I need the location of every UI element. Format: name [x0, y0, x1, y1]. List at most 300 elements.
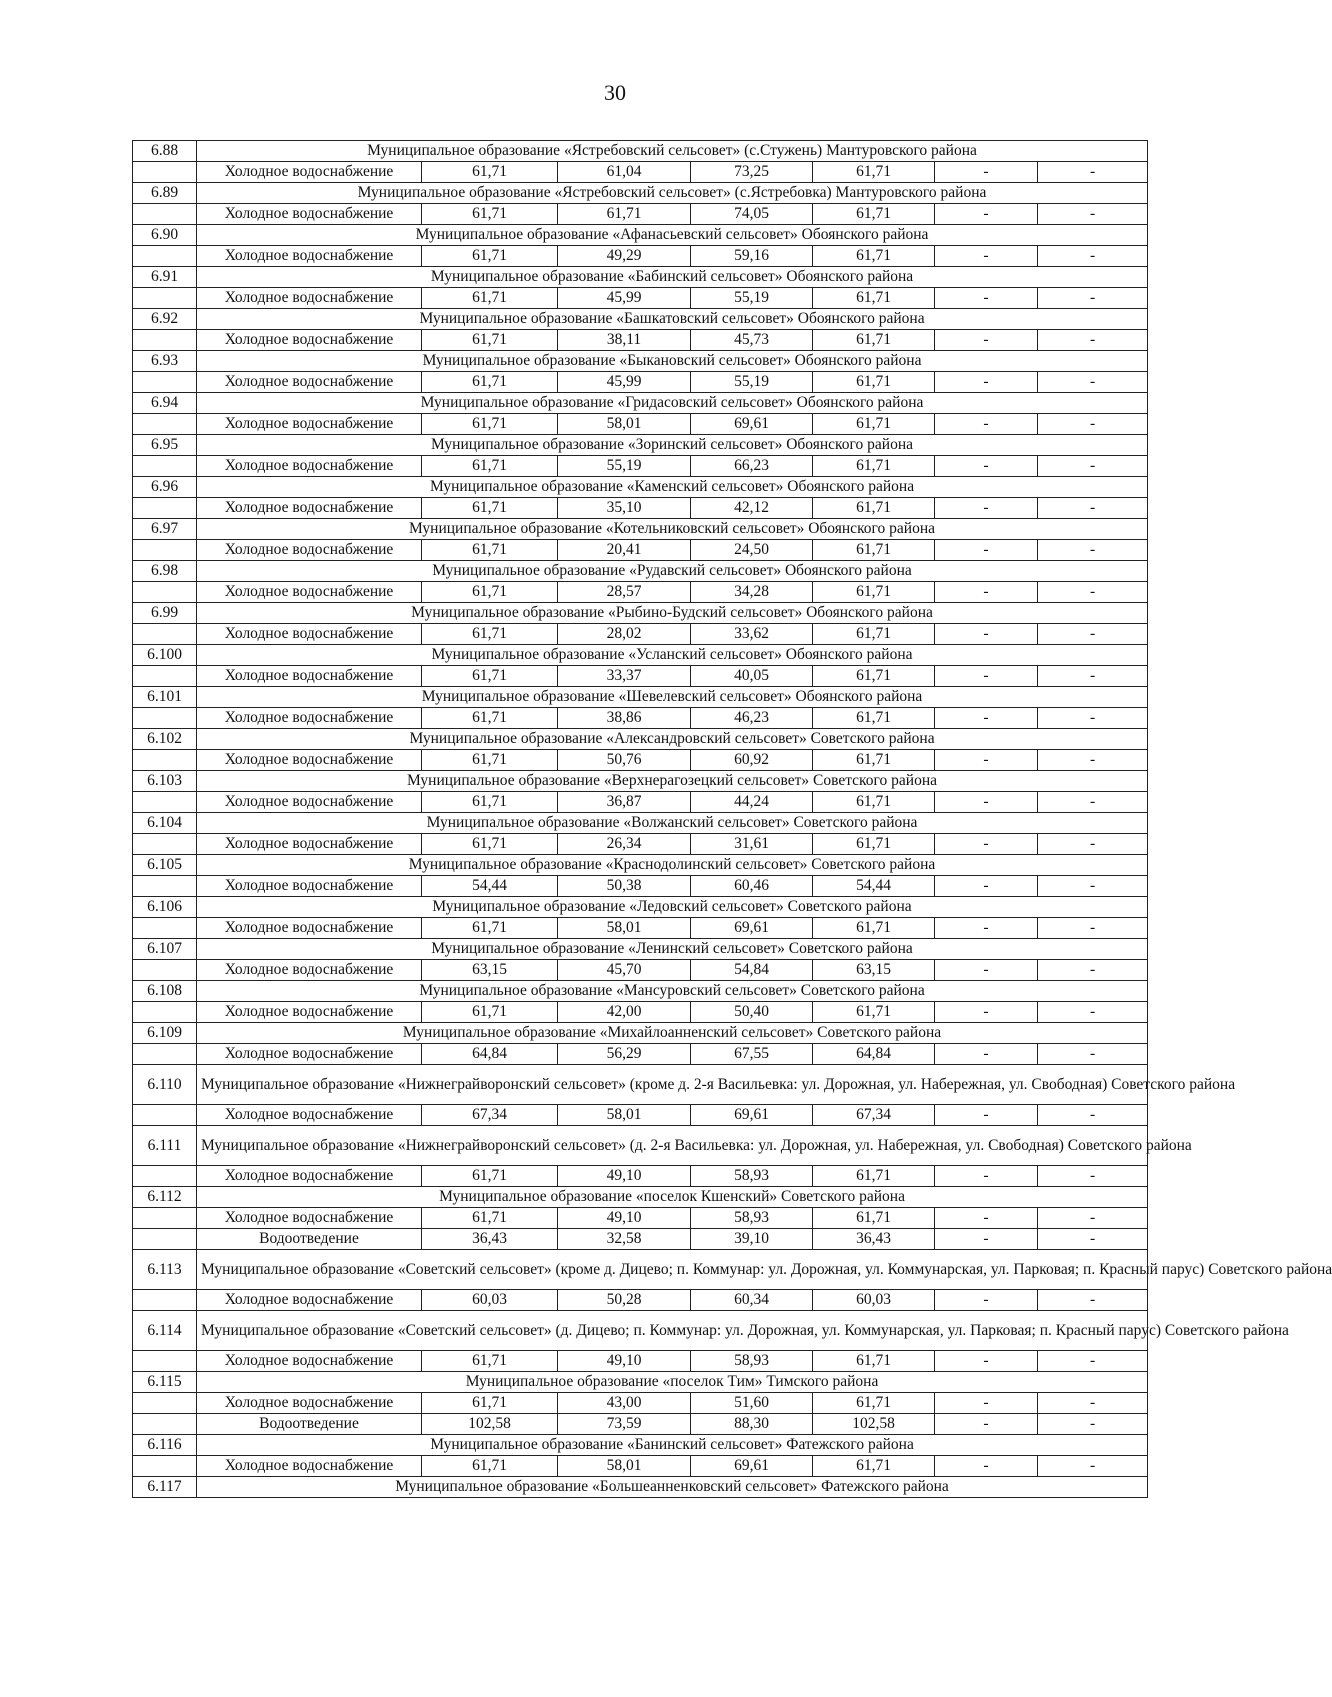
tariff-value: -: [935, 666, 1038, 687]
tariff-value: 64,84: [813, 1044, 935, 1065]
tariff-value: -: [935, 1105, 1038, 1126]
service-name: Холодное водоснабжение: [197, 1351, 422, 1372]
tariff-value: 54,44: [422, 876, 558, 897]
tariff-value: 58,93: [691, 1351, 813, 1372]
tariff-value: 61,71: [813, 624, 935, 645]
service-name: Холодное водоснабжение: [197, 1105, 422, 1126]
tariff-value: 61,71: [813, 1456, 935, 1477]
empty-code-cell: [133, 834, 197, 855]
tariff-value: 50,28: [558, 1290, 691, 1311]
row-code: 6.105: [133, 855, 197, 876]
municipality-title: Муниципальное образование «Банинский сельсовет» Фатежского района: [197, 1435, 1148, 1456]
section-row: [133, 1477, 1148, 1498]
tariff-value: 61,71: [813, 1208, 935, 1229]
tariff-table: [132, 140, 1332, 1498]
municipality-title: Муниципальное образование «Бабинский сельсовет» Обоянского района: [197, 267, 1148, 288]
tariff-value: 102,58: [422, 1414, 558, 1435]
tariff-value: 60,92: [691, 750, 813, 771]
tariff-value: 33,37: [558, 666, 691, 687]
section-row: [133, 435, 1148, 456]
empty-code-cell: [133, 582, 197, 603]
row-code: 6.92: [133, 309, 197, 330]
tariff-value: 61,71: [422, 1351, 558, 1372]
tariff-value: 61,71: [422, 708, 558, 729]
tariff-value: 61,71: [813, 666, 935, 687]
tariff-value: 60,03: [813, 1290, 935, 1311]
row-code: 6.94: [133, 393, 197, 414]
tariff-value: -: [935, 834, 1038, 855]
empty-code-cell: [133, 876, 197, 897]
service-name: Холодное водоснабжение: [197, 246, 422, 267]
section-row: [133, 1126, 1148, 1166]
service-row: [133, 666, 1148, 687]
tariff-value: 49,10: [558, 1166, 691, 1187]
service-name: Водоотведение: [197, 1414, 422, 1435]
tariff-value: -: [1038, 288, 1148, 309]
tariff-value: 61,71: [813, 1002, 935, 1023]
section-row: [133, 813, 1148, 834]
section-row: [133, 1065, 1148, 1105]
tariff-value: 61,71: [813, 162, 935, 183]
tariff-value: -: [1038, 162, 1148, 183]
tariff-value: 58,01: [558, 1105, 691, 1126]
section-row: [133, 141, 1148, 162]
tariff-value: 61,71: [813, 288, 935, 309]
municipality-title: Муниципальное образование «Шевелевский сельсовет» Обоянского района: [197, 687, 1148, 708]
service-row: [133, 582, 1148, 603]
tariff-value: 59,16: [691, 246, 813, 267]
tariff-value: -: [1038, 876, 1148, 897]
tariff-value: 61,71: [422, 330, 558, 351]
tariff-value: 66,23: [691, 456, 813, 477]
tariff-value: 61,71: [813, 1166, 935, 1187]
tariff-value: 34,28: [691, 582, 813, 603]
service-name: Холодное водоснабжение: [197, 876, 422, 897]
service-row: [133, 792, 1148, 813]
tariff-value: 45,73: [691, 330, 813, 351]
tariff-value: 61,71: [813, 372, 935, 393]
tariff-value: 61,71: [422, 834, 558, 855]
tariff-value: -: [935, 1229, 1038, 1250]
tariff-value: 49,10: [558, 1208, 691, 1229]
municipality-title: Муниципальное образование «Советский сельсовет» (кроме д. Дицево; п. Коммунар: ул. Дорожная, ул. Коммунарская, ул. Парковая; п. Красный парус) Советского района: [197, 1250, 1148, 1290]
tariff-value: 63,15: [422, 960, 558, 981]
section-row: [133, 729, 1148, 750]
service-row: [133, 540, 1148, 561]
section-row: [133, 855, 1148, 876]
tariff-value: 61,71: [422, 1002, 558, 1023]
row-code: 6.116: [133, 1435, 197, 1456]
tariff-value: 49,10: [558, 1351, 691, 1372]
tariff-value: 67,34: [422, 1105, 558, 1126]
tariff-value: -: [935, 1044, 1038, 1065]
tariff-value: 20,41: [558, 540, 691, 561]
section-row: [133, 603, 1148, 624]
municipality-title: Муниципальное образование «Советский сельсовет» (д. Дицево; п. Коммунар: ул. Дорожная, ул. Коммунарская, ул. Парковая; п. Красный парус) Советского района: [197, 1311, 1148, 1351]
section-row: [133, 393, 1148, 414]
service-name: Холодное водоснабжение: [197, 1456, 422, 1477]
service-row: [133, 750, 1148, 771]
service-name: Холодное водоснабжение: [197, 330, 422, 351]
tariff-value: -: [1038, 792, 1148, 813]
tariff-value: 88,30: [691, 1414, 813, 1435]
tariff-value: 38,11: [558, 330, 691, 351]
tariff-value: 55,19: [558, 456, 691, 477]
tariff-value: 44,24: [691, 792, 813, 813]
municipality-title: Муниципальное образование «Нижнеграйворонский сельсовет» (кроме д. 2-я Васильевка: ул. Дорожная, ул. Набережная, ул. Свободная) Советского района: [197, 1065, 1148, 1105]
service-name: Холодное водоснабжение: [197, 1290, 422, 1311]
municipality-title: Муниципальное образование «Большеанненковский сельсовет» Фатежского района: [197, 1477, 1148, 1498]
tariff-value: 60,03: [422, 1290, 558, 1311]
section-row: [133, 645, 1148, 666]
service-row: [133, 288, 1148, 309]
municipality-title: Муниципальное образование «Верхнерагозецкий сельсовет» Советского района: [197, 771, 1148, 792]
tariff-value: 61,71: [813, 750, 935, 771]
row-code: 6.96: [133, 477, 197, 498]
empty-code-cell: [133, 1166, 197, 1187]
tariff-value: -: [1038, 330, 1148, 351]
service-row: [133, 330, 1148, 351]
tariff-value: -: [1038, 1044, 1148, 1065]
tariff-value: -: [1038, 414, 1148, 435]
tariff-value: 40,05: [691, 666, 813, 687]
empty-code-cell: [133, 960, 197, 981]
tariff-value: 69,61: [691, 1105, 813, 1126]
row-code: 6.90: [133, 225, 197, 246]
tariff-value: 61,71: [422, 792, 558, 813]
service-name: Холодное водоснабжение: [197, 288, 422, 309]
tariff-value: -: [935, 372, 1038, 393]
municipality-title: Муниципальное образование «Краснодолинский сельсовет» Советского района: [197, 855, 1148, 876]
service-row: [133, 372, 1148, 393]
tariff-value: -: [1038, 1290, 1148, 1311]
tariff-value: -: [935, 498, 1038, 519]
tariff-value: 28,02: [558, 624, 691, 645]
tariff-value: 54,84: [691, 960, 813, 981]
section-row: [133, 771, 1148, 792]
tariff-value: -: [935, 792, 1038, 813]
service-row: [133, 162, 1148, 183]
tariff-value: 61,71: [422, 246, 558, 267]
empty-code-cell: [133, 456, 197, 477]
tariff-value: 58,93: [691, 1166, 813, 1187]
tariff-value: 60,34: [691, 1290, 813, 1311]
tariff-value: 61,71: [813, 204, 935, 225]
section-row: [133, 351, 1148, 372]
row-code: 6.100: [133, 645, 197, 666]
municipality-title: Муниципальное образование «Гридасовский сельсовет» Обоянского района: [197, 393, 1148, 414]
tariff-value: 42,00: [558, 1002, 691, 1023]
service-name: Холодное водоснабжение: [197, 792, 422, 813]
section-row: [133, 477, 1148, 498]
empty-code-cell: [133, 792, 197, 813]
row-code: 6.111: [133, 1126, 197, 1166]
service-name: Холодное водоснабжение: [197, 372, 422, 393]
service-name: Холодное водоснабжение: [197, 540, 422, 561]
tariff-value: -: [935, 1351, 1038, 1372]
service-row: [133, 498, 1148, 519]
tariff-value: 55,19: [691, 372, 813, 393]
municipality-title: Муниципальное образование «Котельниковский сельсовет» Обоянского района: [197, 519, 1148, 540]
empty-code-cell: [133, 414, 197, 435]
tariff-value: -: [1038, 456, 1148, 477]
service-row: [133, 834, 1148, 855]
service-name: Холодное водоснабжение: [197, 708, 422, 729]
tariff-value: -: [935, 582, 1038, 603]
section-row: [133, 519, 1148, 540]
tariff-value: 61,71: [813, 540, 935, 561]
empty-code-cell: [133, 708, 197, 729]
tariff-value: -: [935, 750, 1038, 771]
empty-code-cell: [133, 1002, 197, 1023]
row-code: 6.117: [133, 1477, 197, 1498]
tariff-value: 58,01: [558, 1456, 691, 1477]
tariff-value: -: [1038, 1208, 1148, 1229]
tariff-value: 28,57: [558, 582, 691, 603]
service-name: Холодное водоснабжение: [197, 918, 422, 939]
service-name: Холодное водоснабжение: [197, 498, 422, 519]
empty-code-cell: [133, 1393, 197, 1414]
row-code: 6.115: [133, 1372, 197, 1393]
row-code: 6.91: [133, 267, 197, 288]
municipality-title: Муниципальное образование «поселок Тим» Тимского района: [197, 1372, 1148, 1393]
row-code: 6.104: [133, 813, 197, 834]
tariff-value: -: [935, 540, 1038, 561]
tariff-value: 31,61: [691, 834, 813, 855]
tariff-value: 73,59: [558, 1414, 691, 1435]
tariff-value: -: [935, 1393, 1038, 1414]
service-name: Холодное водоснабжение: [197, 750, 422, 771]
service-row: [133, 624, 1148, 645]
tariff-value: 61,71: [813, 498, 935, 519]
section-row: [133, 267, 1148, 288]
tariff-value: 38,86: [558, 708, 691, 729]
row-code: 6.89: [133, 183, 197, 204]
tariff-value: 51,60: [691, 1393, 813, 1414]
service-row: [133, 1393, 1148, 1414]
municipality-title: Муниципальное образование «Рудавский сельсовет» Обоянского района: [197, 561, 1148, 582]
service-row: [133, 1290, 1148, 1311]
empty-code-cell: [133, 1044, 197, 1065]
tariff-value: 61,71: [813, 918, 935, 939]
tariff-value: -: [1038, 624, 1148, 645]
tariff-value: 61,71: [813, 414, 935, 435]
tariff-value: 35,10: [558, 498, 691, 519]
service-row: [133, 1002, 1148, 1023]
tariff-value: -: [1038, 1166, 1148, 1187]
tariff-value: -: [1038, 708, 1148, 729]
row-code: 6.102: [133, 729, 197, 750]
empty-code-cell: [133, 246, 197, 267]
row-code: 6.103: [133, 771, 197, 792]
tariff-value: 36,43: [813, 1229, 935, 1250]
tariff-value: 55,19: [691, 288, 813, 309]
section-row: [133, 1435, 1148, 1456]
municipality-title: Муниципальное образование «Ленинский сельсовет» Советского района: [197, 939, 1148, 960]
tariff-value: 36,43: [422, 1229, 558, 1250]
service-row: [133, 1105, 1148, 1126]
service-name: Холодное водоснабжение: [197, 456, 422, 477]
tariff-value: -: [1038, 1393, 1148, 1414]
empty-code-cell: [133, 330, 197, 351]
section-row: [133, 897, 1148, 918]
row-code: 6.109: [133, 1023, 197, 1044]
tariff-value: -: [1038, 246, 1148, 267]
municipality-title: Муниципальное образование «Александровский сельсовет» Советского района: [197, 729, 1148, 750]
tariff-value: 58,01: [558, 918, 691, 939]
municipality-title: Муниципальное образование «Мансуровский сельсовет» Советского района: [197, 981, 1148, 1002]
tariff-value: -: [935, 414, 1038, 435]
tariff-value: 49,29: [558, 246, 691, 267]
municipality-title: Муниципальное образование «Нижнеграйворонский сельсовет» (д. 2-я Васильевка: ул. Дорожная, ул. Набережная, ул. Свободная) Советского района: [197, 1126, 1148, 1166]
tariff-value: 58,93: [691, 1208, 813, 1229]
municipality-title: Муниципальное образование «Ястребовский сельсовет» (с.Ястребовка) Мантуровского района: [197, 183, 1148, 204]
row-code: 6.108: [133, 981, 197, 1002]
tariff-value: -: [935, 1208, 1038, 1229]
empty-code-cell: [133, 666, 197, 687]
tariff-value: 32,58: [558, 1229, 691, 1250]
tariff-value: 61,04: [558, 162, 691, 183]
empty-code-cell: [133, 372, 197, 393]
tariff-value: 61,71: [422, 750, 558, 771]
tariff-value: 61,71: [813, 1393, 935, 1414]
municipality-title: Муниципальное образование «Михайлоанненский сельсовет» Советского района: [197, 1023, 1148, 1044]
tariff-value: 26,34: [558, 834, 691, 855]
section-row: [133, 183, 1148, 204]
row-code: 6.106: [133, 897, 197, 918]
tariff-value: -: [935, 456, 1038, 477]
empty-code-cell: [133, 1456, 197, 1477]
tariff-value: 61,71: [422, 414, 558, 435]
service-row: [133, 1044, 1148, 1065]
section-row: [133, 1372, 1148, 1393]
tariff-value: 61,71: [422, 1393, 558, 1414]
section-row: [133, 309, 1148, 330]
tariff-value: 61,71: [422, 162, 558, 183]
service-row: [133, 1456, 1148, 1477]
municipality-title: Муниципальное образование «Афанасьевский сельсовет» Обоянского района: [197, 225, 1148, 246]
service-row: [133, 708, 1148, 729]
tariff-value: 67,34: [813, 1105, 935, 1126]
service-name: Холодное водоснабжение: [197, 1002, 422, 1023]
tariff-value: 61,71: [813, 1351, 935, 1372]
service-row: [133, 1208, 1148, 1229]
municipality-title: Муниципальное образование «Ястребовский сельсовет» (с.Стужень) Мантуровского района: [197, 141, 1148, 162]
municipality-title: Муниципальное образование «Каменский сельсовет» Обоянского района: [197, 477, 1148, 498]
service-name: Холодное водоснабжение: [197, 204, 422, 225]
tariff-value: 61,71: [813, 834, 935, 855]
section-row: [133, 1311, 1148, 1351]
tariff-value: -: [1038, 498, 1148, 519]
tariff-value: -: [1038, 372, 1148, 393]
service-name: Холодное водоснабжение: [197, 1208, 422, 1229]
service-row: [133, 1414, 1148, 1435]
service-row: [133, 918, 1148, 939]
service-row: [133, 876, 1148, 897]
service-row: [133, 414, 1148, 435]
tariff-value: -: [935, 1002, 1038, 1023]
tariff-value: 61,71: [422, 372, 558, 393]
section-row: [133, 1187, 1148, 1208]
row-code: 6.99: [133, 603, 197, 624]
tariff-value: -: [1038, 1351, 1148, 1372]
row-code: 6.88: [133, 141, 197, 162]
tariff-value: 61,71: [422, 540, 558, 561]
tariff-value: -: [1038, 1105, 1148, 1126]
tariff-value: 54,44: [813, 876, 935, 897]
empty-code-cell: [133, 750, 197, 771]
municipality-title: Муниципальное образование «Башкатовский сельсовет» Обоянского района: [197, 309, 1148, 330]
empty-code-cell: [133, 1414, 197, 1435]
section-row: [133, 1250, 1148, 1290]
tariff-value: 45,99: [558, 372, 691, 393]
tariff-value: 61,71: [422, 666, 558, 687]
tariff-value: 61,71: [422, 288, 558, 309]
tariff-value: -: [935, 708, 1038, 729]
municipality-title: Муниципальное образование «Быкановский сельсовет» Обоянского района: [197, 351, 1148, 372]
tariff-value: 60,46: [691, 876, 813, 897]
tariff-value: 61,71: [813, 708, 935, 729]
municipality-title: Муниципальное образование «Рыбино-Будский сельсовет» Обоянского района: [197, 603, 1148, 624]
service-row: [133, 1351, 1148, 1372]
empty-code-cell: [133, 1208, 197, 1229]
tariff-value: 61,71: [813, 582, 935, 603]
service-name: Холодное водоснабжение: [197, 1166, 422, 1187]
tariff-value: 102,58: [813, 1414, 935, 1435]
tariff-value: 61,71: [813, 792, 935, 813]
tariff-value: 61,71: [558, 204, 691, 225]
tariff-value: -: [1038, 1229, 1148, 1250]
row-code: 6.93: [133, 351, 197, 372]
service-row: [133, 1166, 1148, 1187]
tariff-table-body: [133, 141, 1332, 1498]
service-name: Холодное водоснабжение: [197, 960, 422, 981]
tariff-value: -: [1038, 750, 1148, 771]
tariff-value: -: [935, 246, 1038, 267]
tariff-value: 50,38: [558, 876, 691, 897]
service-row: [133, 456, 1148, 477]
municipality-title: Муниципальное образование «Зоринский сельсовет» Обоянского района: [197, 435, 1148, 456]
municipality-title: Муниципальное образование «Ледовский сельсовет» Советского района: [197, 897, 1148, 918]
tariff-value: -: [935, 330, 1038, 351]
tariff-value: 74,05: [691, 204, 813, 225]
row-code: 6.107: [133, 939, 197, 960]
tariff-value: 39,10: [691, 1229, 813, 1250]
tariff-value: 43,00: [558, 1393, 691, 1414]
tariff-value: 61,71: [813, 330, 935, 351]
service-row: [133, 204, 1148, 225]
row-code: 6.114: [133, 1311, 197, 1351]
section-row: [133, 225, 1148, 246]
municipality-title: Муниципальное образование «Усланский сельсовет» Обоянского района: [197, 645, 1148, 666]
tariff-value: 61,71: [422, 498, 558, 519]
row-code: 6.113: [133, 1250, 197, 1290]
row-code: 6.97: [133, 519, 197, 540]
service-name: Водоотведение: [197, 1229, 422, 1250]
municipality-title: Муниципальное образование «поселок Кшенский» Советского района: [197, 1187, 1148, 1208]
tariff-value: 61,71: [422, 624, 558, 645]
empty-code-cell: [133, 918, 197, 939]
tariff-value: 64,84: [422, 1044, 558, 1065]
tariff-value: -: [935, 876, 1038, 897]
tariff-value: 61,71: [422, 918, 558, 939]
tariff-value: 61,71: [813, 246, 935, 267]
empty-code-cell: [133, 1351, 197, 1372]
service-row: [133, 1229, 1148, 1250]
tariff-value: 45,99: [558, 288, 691, 309]
tariff-value: 36,87: [558, 792, 691, 813]
tariff-value: 33,62: [691, 624, 813, 645]
